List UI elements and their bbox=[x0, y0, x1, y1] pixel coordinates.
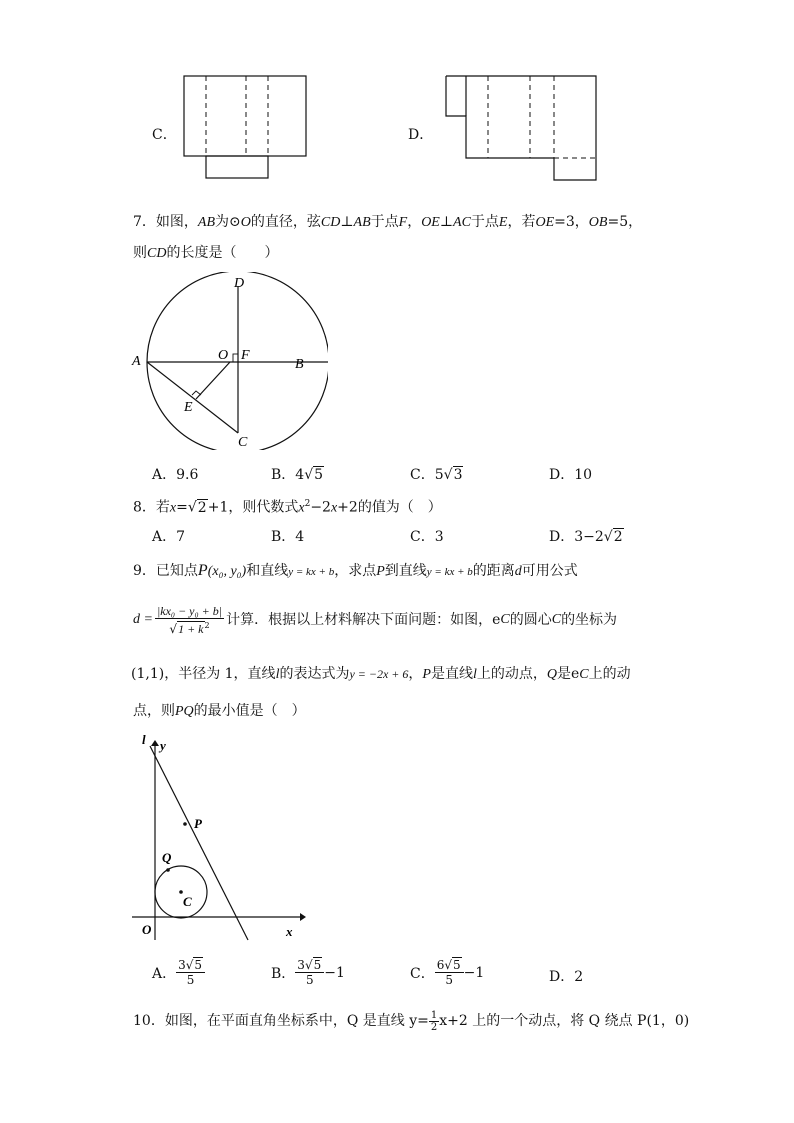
q9-option-b-label: B． bbox=[271, 965, 296, 982]
q7-option-d bbox=[549, 464, 592, 484]
q7-label-a: A bbox=[132, 354, 141, 369]
q7-option-c-radicand: 3 bbox=[453, 467, 463, 483]
q9-y-axis-arrow-icon bbox=[151, 740, 159, 746]
q9-formula-exponent: 2 bbox=[204, 621, 210, 630]
q8-option-b-value: 4 bbox=[295, 529, 305, 545]
q9-line4 bbox=[133, 701, 306, 722]
q9-option-a-denominator: 5 bbox=[186, 973, 195, 987]
q7-text: =3， bbox=[554, 214, 589, 230]
q8-option-a-value: 7 bbox=[176, 529, 186, 545]
q7-text: ⊥ bbox=[439, 214, 454, 230]
q9-line1 bbox=[133, 561, 578, 582]
q7-text: 于点 bbox=[370, 214, 399, 230]
q9-circle-symbol: e bbox=[570, 666, 580, 682]
q9-label-y: y bbox=[160, 738, 166, 753]
q7-label-f: F bbox=[241, 348, 250, 363]
q7-line2 bbox=[133, 243, 278, 264]
q8-var: x bbox=[330, 500, 338, 516]
q7-option-c: C．5√3 bbox=[410, 467, 463, 483]
q10-fraction-numerator: 1 bbox=[430, 1009, 438, 1021]
q8-option-d-label: D． bbox=[549, 529, 575, 545]
q9-option-d-value: 2 bbox=[574, 969, 584, 985]
q9-var: Q bbox=[546, 667, 557, 682]
q8-option-c-label: C． bbox=[410, 529, 435, 545]
q9-option-c-coef: 6 bbox=[436, 958, 445, 972]
q8-text: 的值为（ ） bbox=[357, 499, 442, 516]
q9-text: 的最小值是（ ） bbox=[193, 703, 306, 719]
q9-option-c-fraction: $\frac{6√5}{5}$ bbox=[435, 958, 464, 987]
q8-var: x bbox=[298, 500, 305, 516]
q9-option-a-radicand: 5 bbox=[194, 958, 203, 972]
q9-option-d bbox=[549, 966, 583, 986]
q9-option-b-coef: 3 bbox=[297, 958, 305, 972]
q7-text: ， bbox=[407, 214, 422, 230]
q7-option-b-radicand: 5 bbox=[314, 467, 324, 483]
q9-text: 计算．根据以上材料解决下面问题：如图， bbox=[226, 612, 493, 628]
q9-distance-formula: $\frac{\text{|kx₀ − y₀ + b|}}{√1 + k^2}$ bbox=[156, 604, 223, 636]
q8-text: +1，则代数式 bbox=[207, 499, 299, 516]
option-c-label: C． bbox=[152, 127, 177, 143]
q9-label-x: x bbox=[286, 924, 293, 939]
q8-option-b-label: B． bbox=[271, 529, 296, 545]
q9-label-q: Q bbox=[162, 850, 172, 865]
q9-var: PQ bbox=[175, 704, 194, 719]
q9-var: C bbox=[500, 612, 510, 627]
q9-line-expr: y = −2x + 6 bbox=[349, 667, 409, 681]
q10-text: x+2 上的一个动点，将 Q 绕点 P(1，0) bbox=[439, 1013, 690, 1029]
q9-option-c-tail: −1 bbox=[463, 964, 485, 981]
q7-right-angle-e bbox=[192, 391, 201, 395]
q9-option-a bbox=[152, 958, 205, 987]
q9-label-l: l bbox=[142, 732, 146, 747]
q9-formula-denominator: 1 + k bbox=[178, 622, 204, 636]
q9-point: (1,1) bbox=[131, 666, 165, 682]
q7-segment-oe bbox=[196, 362, 230, 399]
q9-text: 可用公式 bbox=[521, 563, 578, 579]
q7-option-c-coef: 5 bbox=[434, 467, 444, 483]
q7-option-d-label: D． bbox=[549, 467, 575, 483]
q8-radicand: 2 bbox=[197, 499, 207, 516]
q8-option-c bbox=[410, 526, 444, 546]
q7-option-b-coef: 4 bbox=[295, 467, 305, 483]
q10-stem bbox=[133, 1004, 689, 1038]
q7-option-a-label: A． bbox=[152, 467, 177, 483]
q10-fraction bbox=[429, 1010, 439, 1033]
q9-text: 的圆心 bbox=[509, 612, 552, 628]
q7-text: 则 bbox=[133, 245, 147, 261]
q9-text: 到直线 bbox=[384, 563, 427, 579]
q8-option-c-value: 3 bbox=[434, 529, 444, 545]
q9-point: (x₀, y₀) bbox=[207, 564, 247, 579]
q7-var: OE bbox=[535, 215, 555, 230]
q9-var: P bbox=[197, 562, 208, 579]
q9-text: ， bbox=[408, 666, 423, 682]
q7-var: E bbox=[498, 215, 508, 230]
q8-option-d-value: 3−2 bbox=[574, 529, 604, 545]
q9-text: 的坐标为 bbox=[561, 612, 618, 628]
q8-option-d-radicand: 2 bbox=[613, 529, 623, 545]
q7-var: CD bbox=[320, 215, 341, 230]
q9-text: 上的动 bbox=[588, 666, 631, 682]
q9-text: 和直线 bbox=[246, 563, 289, 579]
option-d-label: D． bbox=[408, 127, 434, 143]
q8-option-d: D．3−2√2 bbox=[549, 529, 623, 545]
q9-label-o: O bbox=[142, 922, 152, 937]
q7-chord-ac bbox=[147, 362, 238, 433]
q9-label-p: P bbox=[194, 816, 202, 831]
q7-var: AB bbox=[197, 215, 216, 230]
q9-x-axis-arrow-icon bbox=[300, 913, 306, 921]
q9-text: 是直线 bbox=[430, 666, 473, 682]
q7-circle-figure bbox=[128, 272, 328, 450]
q7-label-d: D bbox=[234, 276, 245, 291]
q9-option-c bbox=[410, 958, 484, 987]
option-d-net-figure bbox=[442, 72, 602, 186]
q9-formula-d: d = bbox=[133, 612, 153, 627]
q8-text: −2 bbox=[310, 499, 331, 516]
q9-line2 bbox=[133, 600, 617, 640]
q8-exponent: 2 bbox=[304, 499, 311, 509]
q7-var: CD bbox=[147, 246, 167, 261]
q7-text: 的长度是（ ） bbox=[166, 245, 279, 261]
q9-option-c-label: C． bbox=[410, 965, 435, 982]
q7-option-c-label: C． bbox=[410, 467, 435, 483]
option-c-net-figure bbox=[180, 72, 310, 184]
q7-text: 7．如图， bbox=[133, 214, 198, 230]
q9-option-b bbox=[271, 958, 345, 987]
q7-var: AB bbox=[353, 215, 371, 230]
q9-var: C bbox=[579, 667, 589, 682]
q9-text: 点，则 bbox=[133, 703, 175, 719]
q8-text: +2 bbox=[337, 499, 358, 516]
q7-text: 为⊙ bbox=[215, 214, 241, 230]
q7-option-a-value: 9.6 bbox=[176, 467, 199, 483]
q7-var: F bbox=[398, 215, 408, 230]
q9-text: ，求点 bbox=[334, 563, 377, 579]
q7-right-angle-f bbox=[233, 354, 238, 362]
q8-text: = bbox=[176, 499, 188, 516]
q9-option-a-label: A． bbox=[152, 965, 177, 982]
q8-text: 8．若 bbox=[133, 499, 170, 516]
q7-option-b-label: B． bbox=[271, 467, 296, 483]
q9-text: 上的动点， bbox=[476, 666, 547, 682]
q9-line-expr: y = kx + b bbox=[426, 566, 473, 578]
q9-point-p bbox=[183, 822, 187, 826]
q9-text: 的距离 bbox=[472, 563, 515, 579]
q8-option-b bbox=[271, 526, 304, 546]
q9-var: P bbox=[422, 667, 431, 682]
q9-var: C bbox=[551, 612, 562, 627]
q9-var: l bbox=[275, 667, 280, 682]
q7-label-b: B bbox=[295, 357, 304, 372]
q9-option-a-fraction: $\frac{3√5}{5}$ bbox=[176, 958, 205, 987]
q7-text: ⊥ bbox=[340, 214, 354, 230]
q9-option-b-tail: −1 bbox=[324, 964, 345, 981]
q7-var: OB bbox=[588, 215, 608, 230]
q9-var: l bbox=[472, 667, 477, 682]
q9-option-c-radicand: 5 bbox=[453, 958, 461, 972]
q7-label-c: C bbox=[238, 435, 248, 450]
q7-var: AC bbox=[453, 215, 471, 230]
q7-text: ，若 bbox=[507, 214, 536, 230]
q8-option-a bbox=[152, 526, 185, 546]
q7-var: O bbox=[240, 215, 251, 230]
q9-text: ，半径为 1，直线 bbox=[164, 666, 276, 682]
q9-circle-symbol: e bbox=[492, 612, 501, 628]
q7-text: =5， bbox=[607, 214, 643, 230]
q9-option-b-denominator: 5 bbox=[305, 973, 314, 987]
q7-text: 的直径，弦 bbox=[250, 214, 321, 230]
q10-text: 10．如图，在平面直角坐标系中，Q 是直线 y= bbox=[133, 1013, 429, 1029]
q7-var: OE bbox=[421, 215, 440, 230]
q9-var: d bbox=[514, 564, 522, 579]
q9-text: 是 bbox=[556, 666, 571, 682]
q9-var: P bbox=[376, 564, 385, 579]
q9-option-b-radicand: 5 bbox=[313, 958, 322, 972]
q9-point-q bbox=[166, 868, 170, 872]
q9-line3 bbox=[131, 664, 631, 685]
q9-option-c-denominator: 5 bbox=[445, 973, 453, 987]
q8-option-a-label: A． bbox=[152, 529, 177, 545]
q9-label-c: C bbox=[183, 894, 192, 909]
q7-option-a bbox=[152, 464, 198, 484]
q10-fraction-denominator: 2 bbox=[430, 1021, 438, 1033]
q9-formula-numerator: |kx₀ − y₀ + b| bbox=[156, 604, 223, 618]
q7-option-d-value: 10 bbox=[574, 467, 593, 483]
q7-label-e: E bbox=[184, 400, 193, 415]
q9-option-a-coef: 3 bbox=[178, 958, 186, 972]
q9-line-expr: y = kx + b bbox=[288, 566, 335, 578]
q9-coordinate-figure bbox=[128, 730, 308, 945]
q8-var: x bbox=[169, 500, 177, 516]
q9-text: 9．已知点 bbox=[133, 563, 198, 579]
q9-option-d-label: D． bbox=[549, 969, 575, 985]
q7-text: 于点 bbox=[470, 214, 499, 230]
q7-label-o: O bbox=[218, 348, 229, 363]
q7-line1 bbox=[133, 212, 642, 233]
q7-option-b: B．4√5 bbox=[271, 467, 324, 483]
q8-stem: 8．若x=√2+1，则代数式$x^2-2x+2$的值为（ ） bbox=[133, 499, 442, 516]
q9-text: 的表达式为 bbox=[279, 666, 350, 682]
q9-option-b-fraction: $\frac{3√5}{5}$ bbox=[295, 958, 324, 987]
